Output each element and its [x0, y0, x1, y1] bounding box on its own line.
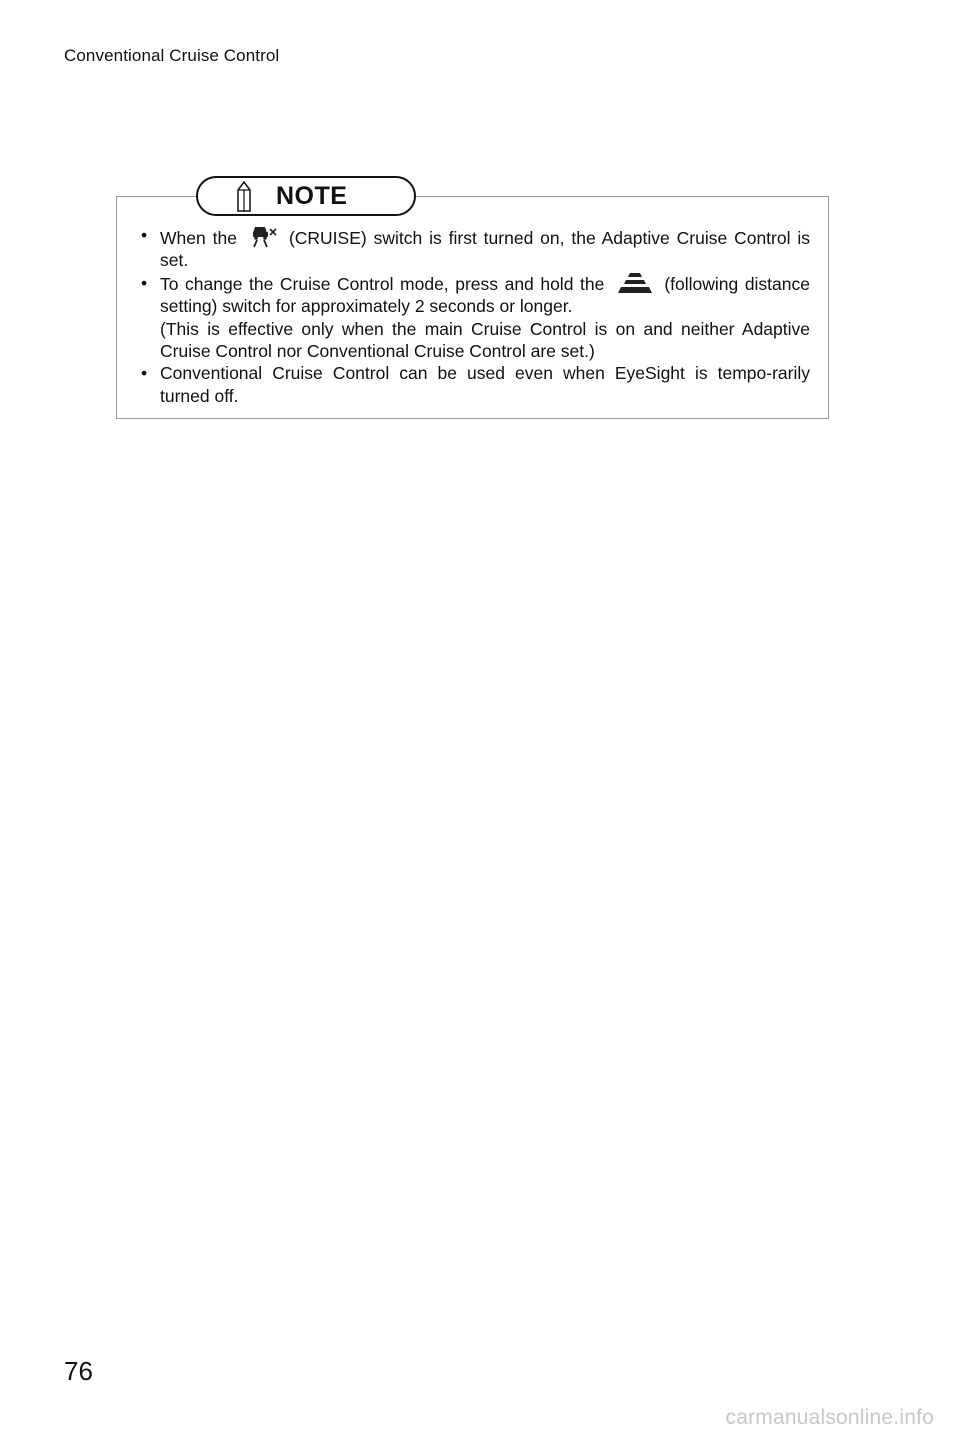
- note-item: [138, 224, 810, 272]
- page-number: 76: [64, 1356, 93, 1386]
- bullet: •: [141, 272, 148, 293]
- note-text: To change the Cruise Control mode, press and hold the: [160, 273, 605, 294]
- note-item: [138, 272, 810, 363]
- pencil-icon: [234, 180, 254, 212]
- note-text: When the: [160, 228, 237, 248]
- watermark: carmanualsonline.info: [725, 1406, 934, 1429]
- running-head: Conventional Cruise Control: [64, 46, 280, 65]
- bullet: •: [141, 225, 148, 245]
- note-text: Conventional Cruise Control can be used even when EyeSight is tempo-rarily turned off.: [160, 363, 810, 406]
- note-text: (following distance setting) switch for approximately 2 seconds or longer.: [160, 273, 810, 317]
- note-badge: [196, 176, 416, 216]
- note-text: (CRUISE) switch is first turned on, the Adaptive Cruise Control is set.: [160, 228, 810, 271]
- note-item: [138, 362, 810, 407]
- bullet: •: [141, 363, 148, 384]
- note-text: (This is effective only when the main Cruise Control is on and neither Adaptive Cruise Control nor Conventional Cruise Control are set.): [160, 318, 810, 362]
- note-label: NOTE: [276, 182, 348, 210]
- following-distance-icon: [618, 272, 652, 294]
- cruise-switch-icon: [251, 224, 277, 248]
- note-list: [138, 224, 810, 407]
